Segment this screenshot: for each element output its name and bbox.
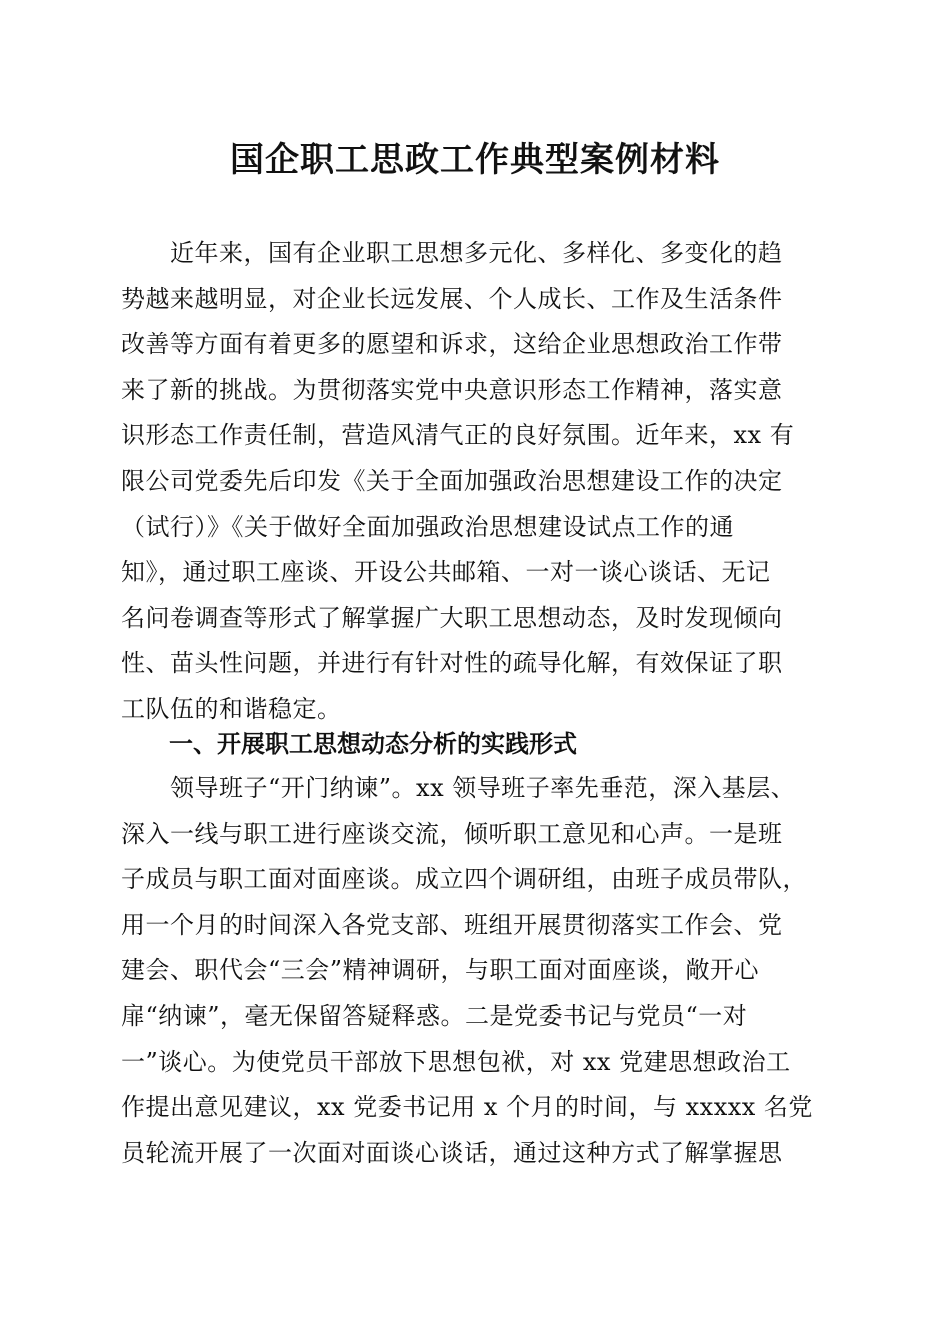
text-line: 扉“纳谏”，毫无保留答疑释惑。二是党委书记与党员“一对 [121, 1001, 748, 1030]
text-line: 作提出意见建议，xx 党委书记用 x 个月的时间，与 xxxxx 名党 [121, 1093, 813, 1122]
text-line: 知》，通过职工座谈、开设公共邮箱、一对一谈心谈话、无记 [121, 558, 771, 587]
section-heading: 一、开展职工思想动态分析的实践形式 [169, 730, 577, 758]
text-line: 员轮流开展了一次面对面谈心谈话，通过这种方式了解掌握思 [121, 1138, 783, 1167]
text-line: 用一个月的时间深入各党支部、班组开展贯彻落实工作会、党 [121, 910, 783, 939]
intro-paragraph [121, 231, 833, 733]
text-line: 工队伍的和谐稳定。 [121, 694, 342, 723]
text-line: 性、苗头性问题，并进行有针对性的疏导化解，有效保证了职 [121, 649, 783, 678]
text-line: 近年来，国有企业职工思想多元化、多样化、多变化的趋 [121, 239, 783, 267]
text-line: 深入一线与职工进行座谈交流，倾听职工意见和心声。一是班 [121, 819, 783, 848]
text-line: 子成员与职工面对面座谈。成立四个调研组，由班子成员带队， [121, 865, 807, 894]
text-line: 势越来越明显，对企业长远发展、个人成长、工作及生活条件 [121, 284, 783, 313]
section-paragraph [121, 766, 833, 1176]
text-line: 一”谈心。为使党员干部放下思想包袱，对 xx 党建思想政治工 [121, 1047, 791, 1076]
text-line: 改善等方面有着更多的愿望和诉求，这给企业思想政治工作带 [121, 330, 783, 359]
text-line: 限公司党委先后印发《关于全面加强政治思想建设工作的决定 [121, 466, 783, 495]
text-line: 来了新的挑战。为贯彻落实党中央意识形态工作精神，落实意 [121, 375, 783, 404]
text-line: 名问卷调查等形式了解掌握广大职工思想动态，及时发现倾向 [121, 603, 783, 632]
text-line: 识形态工作责任制，营造风清气正的良好氛围。近年来，xx 有 [121, 421, 795, 450]
text-line: 领导班子“开门纳谏”。xx 领导班子率先垂范，深入基层、 [121, 774, 796, 802]
document-title: 国企职工思政工作典型案例材料 [230, 140, 720, 180]
text-line: （试行）》《关于做好全面加强政治思想建设试点工作的通 [121, 512, 734, 541]
text-line: 建会、职代会“三会”精神调研，与职工面对面座谈，敞开心 [121, 956, 760, 985]
